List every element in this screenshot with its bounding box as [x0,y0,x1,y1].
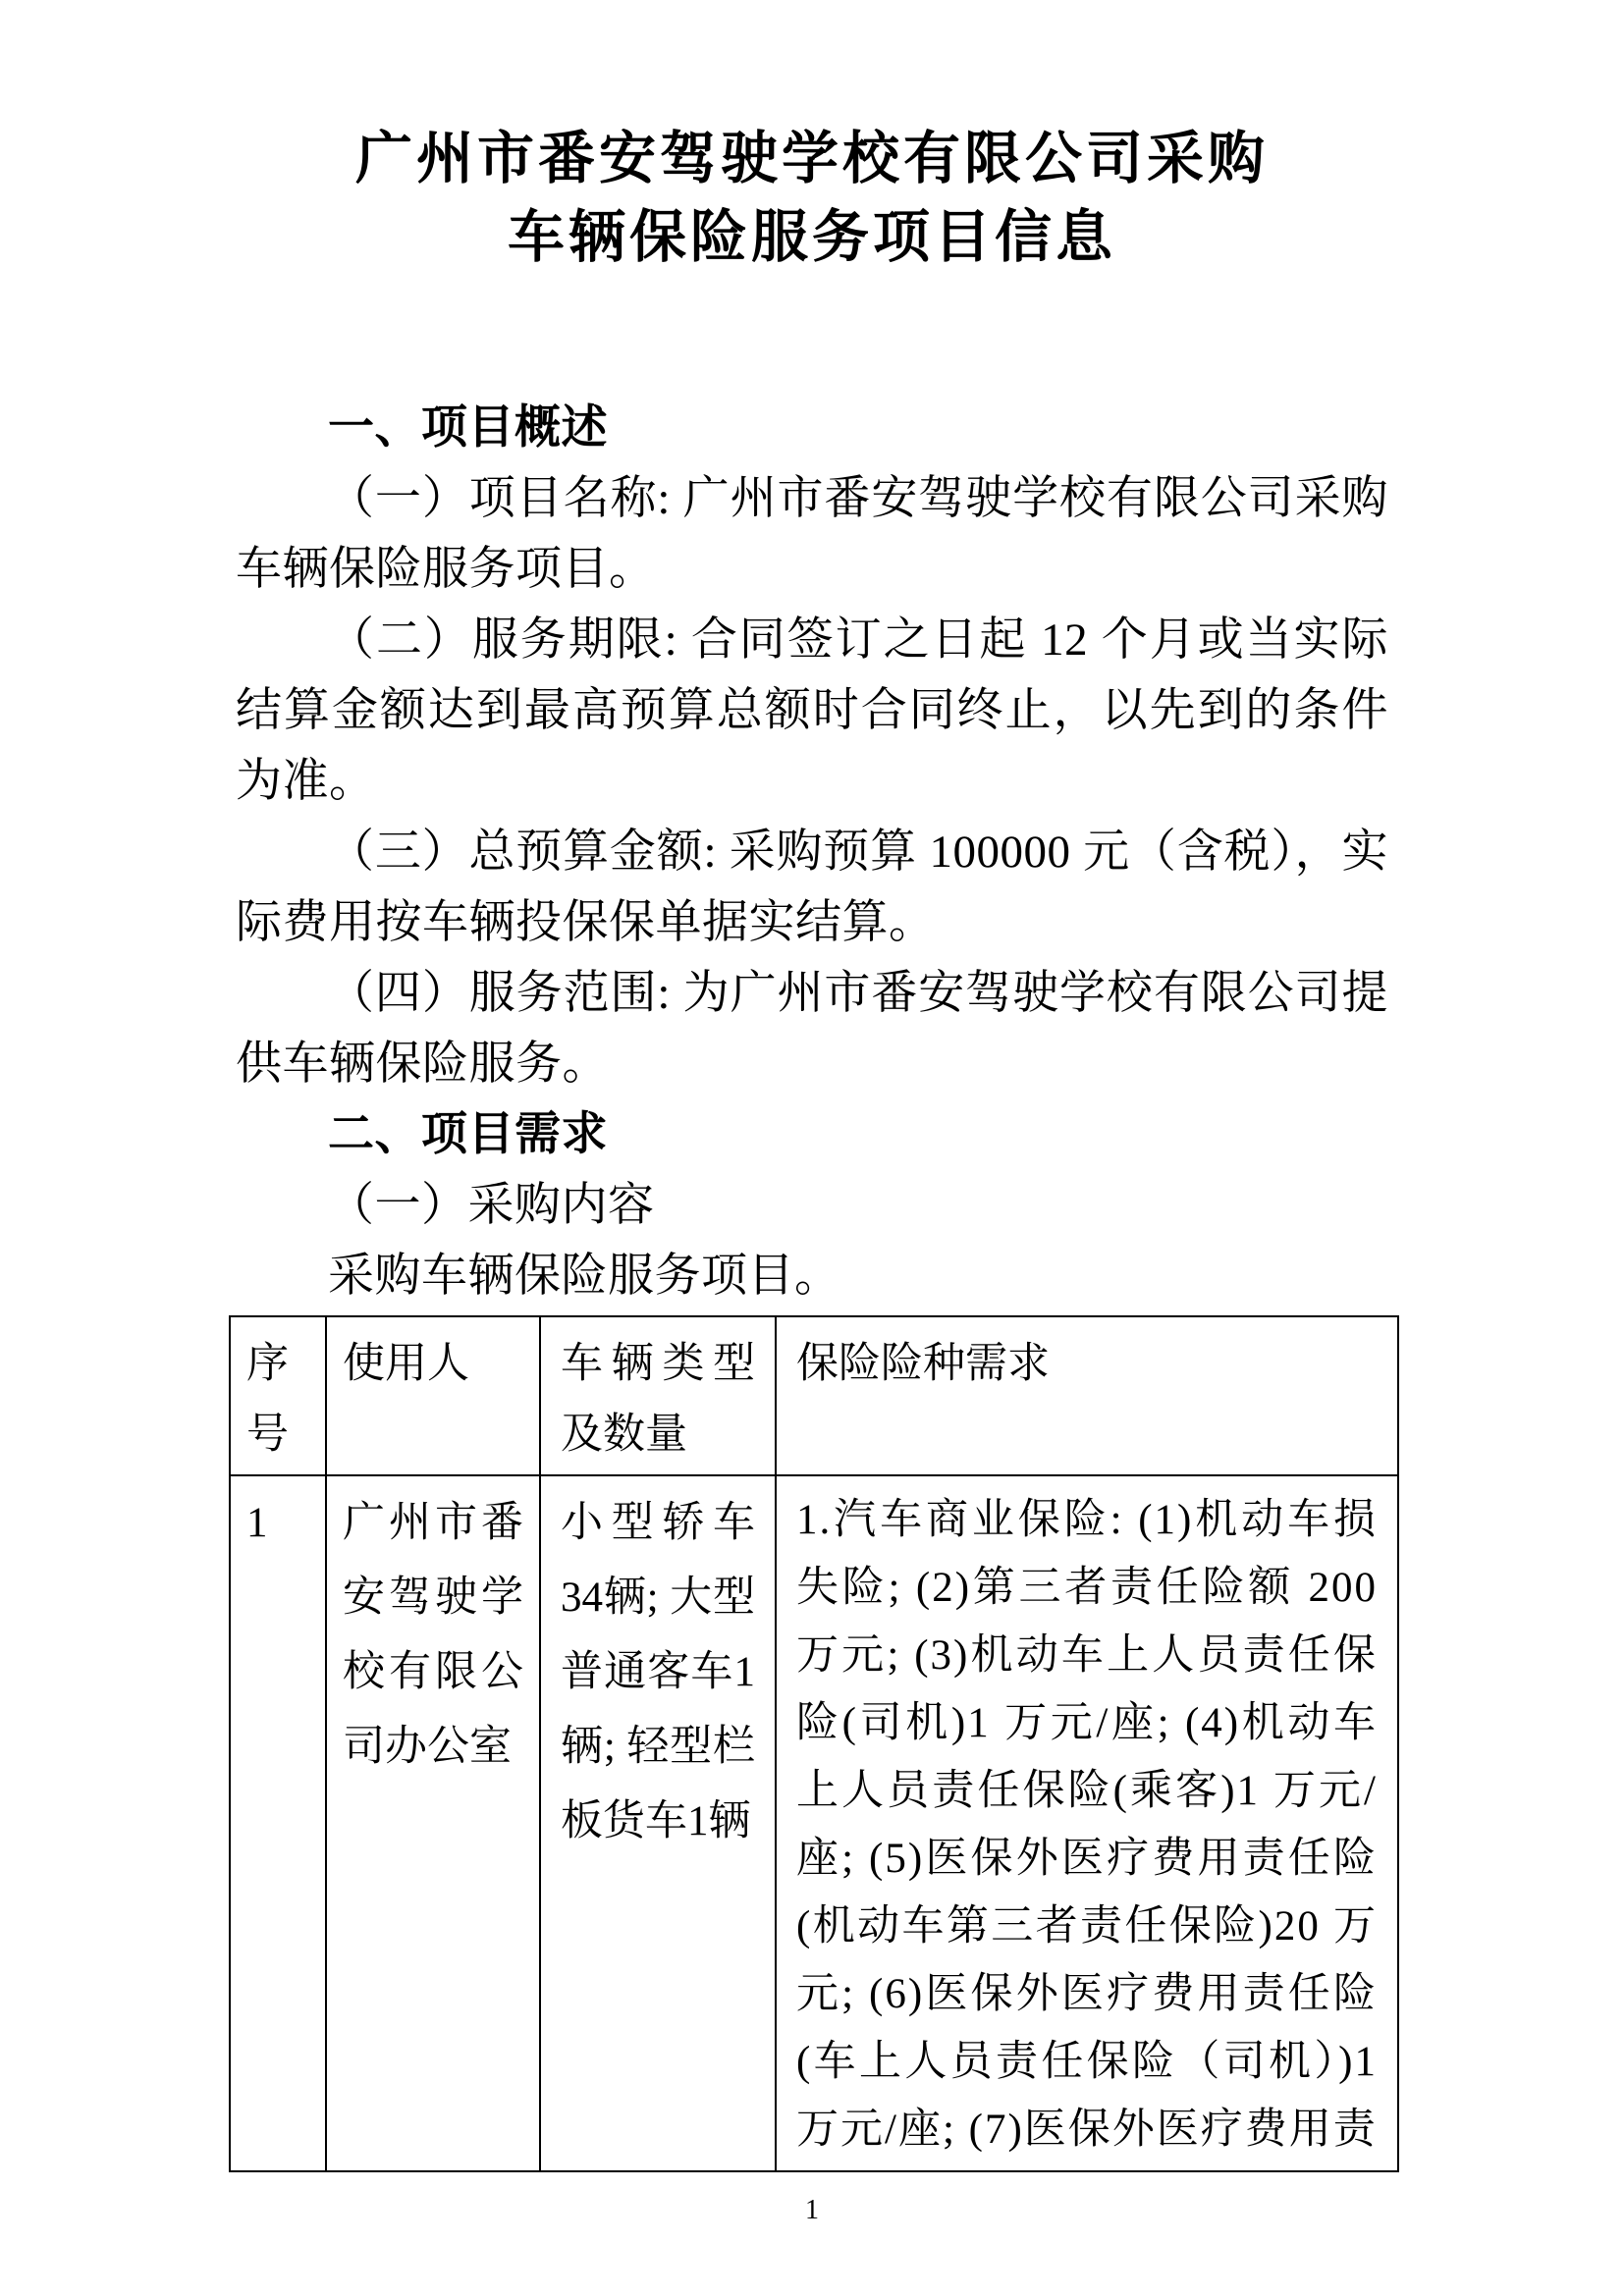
cell-user: 广州市番安驾驶学校有限公司办公室 [326,1475,540,2171]
paragraph-service-scope: （四）服务范围: 为广州市番安驾驶学校有限公司提供车辆保险服务。 [236,968,1388,1090]
section-heading-project-overview: 一、项目概述 [328,402,608,454]
table-header-row [230,1316,1398,1475]
sub-heading-purchase-content: （一）采购内容 [328,1180,655,1231]
insurance-text: 1.汽车商业保险: (1)机动车损失险; (2)第三者责任险额 200 万元; (3)机动车上人员责任保险(司机)1 万元/座; (4)机动车上人员责任保险(乘客)1 万元/座; (5)医保外医疗费用责任险(机动车第三者责任保险)20 万元; (6)医保外医疗费用责任险(车上人员责任保险（司机）)1 万元/座; (7)医保外医疗费用责 [796,1497,1378,2153]
table-body [230,1475,1398,2171]
paragraph-purchase-content: 采购车辆保险服务项目。 [328,1251,841,1302]
paragraph-budget: （三）总预算金额: 采购预算 100000 元（含税），实际费用按车辆投保保单据实结算。 [236,827,1388,948]
paragraph-project-name: （一）项目名称: 广州市番安驾驶学校有限公司采购车辆保险服务项目。 [236,473,1388,595]
table-header [230,1316,1398,1475]
title-line-2: 车辆保险服务项目信息 [507,205,1116,269]
cell-insurance-requirements [776,1475,1398,2171]
paragraph-service-period: （二）服务期限: 合同签订之日起 12 个月或当实际结算金额达到最高预算总额时合同终止，以先到的条件为准。 [236,614,1388,807]
section-heading-project-requirements: 二、项目需求 [328,1109,608,1160]
cell-vehicle-type-quantity: 小型轿车34辆; 大型普通客车1辆; 轻型栏板货车1辆 [540,1475,776,2171]
document-title [236,120,1388,277]
column-header-vehicle-type-quantity: 车辆类型及数量 [540,1316,776,1475]
title-line-1: 广州市番安驾驶学校有限公司采购 [354,127,1269,190]
page-number: 1 [805,2195,819,2225]
column-header-serial-number: 序号 [230,1316,326,1475]
procurement-table [229,1315,1399,2172]
cell-serial-number: 1 [230,1475,326,2171]
document-body [236,393,1388,1311]
table-row [230,1475,1398,2171]
column-header-user: 使用人 [326,1316,540,1475]
column-header-insurance-requirements: 保险险种需求 [776,1316,1398,1475]
